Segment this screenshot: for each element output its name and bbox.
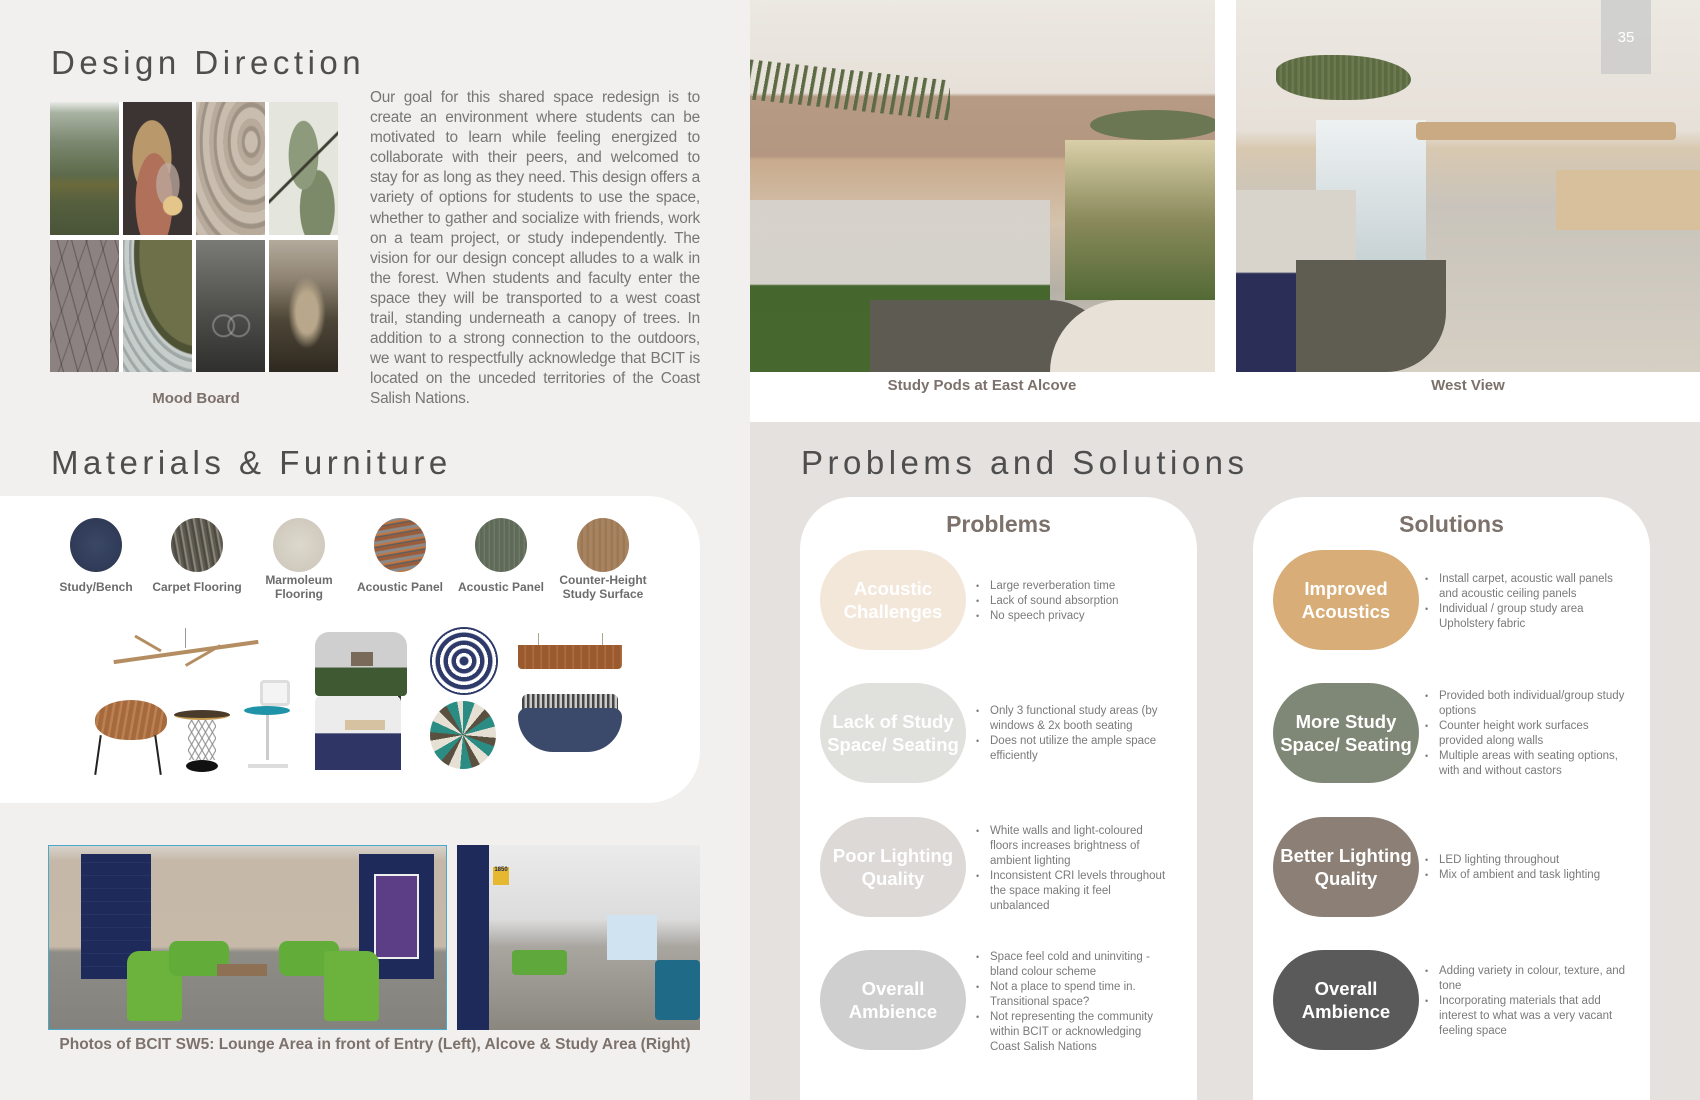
swatch-circle [475,518,527,572]
swatch-acoustic-panel-woven [350,518,450,594]
bullet: • LED lighting throughout [1425,853,1630,868]
mood-tile-driftwood [196,102,265,235]
page-number: 35 [1601,0,1651,74]
mood-tile-skeleton-leaves [269,102,338,235]
bullet: • Multiple areas with seating options, with and without castors [1425,749,1630,779]
furniture-navy-study-pod [315,696,401,778]
mood-tile-stone-moss [123,240,192,373]
mood-tile-root-network [50,240,119,373]
swatch-carpet-flooring [147,518,247,594]
mood-board-caption: Mood Board [152,390,240,407]
furniture-branch-pendant [113,628,259,668]
bullet: • Provided both individual/group study options [1425,689,1630,719]
problem-pill-acoustic: Acoustic Challenges [820,550,966,650]
furniture-copper-lounge-chair [85,700,170,778]
bullet: • Counter height work surfaces provided along walls [1425,719,1630,749]
swatch-circle [171,518,223,572]
swatch-label: Study/Bench [59,580,133,594]
swatch-circle [374,518,426,572]
problem-bullets-acoustic [976,579,1168,624]
bullet: • No speech privacy [976,609,1168,624]
swatch-label: Acoustic Panel [356,580,444,594]
problems-title: Problems [946,511,1051,537]
bullet: • Install carpet, acoustic wall panels and acoustic ceiling panels [1425,572,1630,602]
materials-furniture-title: Materials & Furniture [51,444,452,481]
room-sign: 1850 [493,867,509,885]
bullet: • Space feel cold and uninviting - bland colour scheme [976,950,1168,980]
swatch-label: Carpet Flooring [152,580,242,594]
solution-pill-study-space: More Study Space/ Seating [1273,683,1419,783]
bullet: • Does not utilize the ample space efficiently [976,734,1168,764]
solutions-card [1253,497,1650,1100]
bullet: • Not a place to spend time in. Transitional space? [976,980,1168,1010]
swatch-circle [70,518,122,572]
solution-bullets-acoustics [1425,572,1630,632]
bullet: • Incorporating materials that add interest to what was a very vacant feeling space [1425,994,1630,1039]
solution-bullets-study-space [1425,689,1630,779]
solution-pill-acoustics: Improved Acoustics [1273,550,1419,650]
solution-bullets-ambience [1425,964,1630,1039]
swatch-circle [273,518,325,572]
furniture-wood-slat-pendant [518,633,622,679]
design-direction-paragraph: Our goal for this shared space redesign is to create an environment where students can be motivated to learn while feeling energized to collaborate with their peers, and welcomed to stay for as long as they need. This design offers a variety of options for students to use the space, whether to gather and socialize with friends, work on a team project, or study independently. The vision for our design concept alludes to a walk in the forest. When students and faculty enter the space they will be transported to a west coast trail, standing underneath a canopy of trees. In addition to a strong connection to the outdoors, we want to respectfully acknowledge that BCIT is located on the unceded territories of the Coast Salish Nations. [370,89,700,408]
problems-solutions-title: Problems and Solutions [801,444,1249,481]
furniture-coast-salish-rug-teal [430,701,496,769]
bullet: • Large reverberation time [976,579,1168,594]
swatch-counter-height-surface [553,518,653,601]
problem-pill-study-space: Lack of Study Space/ Seating [820,683,966,783]
problem-pill-lighting: Poor Lighting Quality [820,817,966,917]
photo-alcove-study-area [457,845,700,1030]
bullet: • Inconsistent CRI levels throughout the space making it feel unbalanced [976,869,1168,914]
bullet: • Mix of ambient and task lighting [1425,868,1630,883]
swatch-label: Acoustic Panel [457,580,545,594]
problems-card [800,497,1197,1100]
furniture-wire-side-table [174,710,230,772]
render-caption-east-alcove: Study Pods at East Alcove [887,377,1077,394]
swatch-study-bench [46,518,146,594]
solution-pill-lighting: Better Lighting Quality [1273,817,1419,917]
swatch-marmoleum-flooring [249,518,349,601]
problem-pill-ambience: Overall Ambience [820,950,966,1050]
swatch-acoustic-panel-green [451,518,551,594]
mood-tile-storm-clouds [269,240,338,373]
swatch-label: Counter-Height Study Surface [559,573,647,601]
bullet: • White walls and light-coloured floors increases brightness of ambient lighting [976,824,1168,869]
mood-tile-water-droplets [196,240,265,373]
bullet: • Lack of sound absorption [976,594,1168,609]
solution-pill-ambience: Overall Ambience [1273,950,1419,1050]
bullet: • Not representing the community within BCIT or acknowledging Coast Salish Nations [976,1010,1168,1055]
problem-bullets-study-space [976,704,1168,764]
furniture-navy-curved-bench [518,694,622,754]
render-caption-west-view: West View [1431,377,1505,394]
existing-photos-caption: Photos of BCIT SW5: Lounge Area in front of Entry (Left), Alcove & Study Area (Right) [59,1036,691,1053]
mood-tile-copper-circles [123,102,192,235]
mood-tile-grass-hills [50,102,119,235]
photo-lounge-area [48,845,447,1030]
mood-board [50,102,338,372]
swatch-circle [577,518,629,572]
swatch-label: Marmoleum Flooring [265,573,333,601]
problem-bullets-ambience [976,950,1168,1055]
solution-bullets-lighting [1425,853,1630,883]
bullet: • Only 3 functional study areas (by windows & 2x booth seating [976,704,1168,734]
render-study-pods-east-alcove [750,0,1215,372]
solutions-title: Solutions [1399,511,1504,537]
furniture-coast-salish-rug-blue [430,627,498,695]
problem-bullets-lighting [976,824,1168,914]
bullet: • Individual / group study area Upholstery fabric [1425,602,1630,632]
bullet: • Adding variety in colour, texture, and tone [1425,964,1630,994]
design-direction-title: Design Direction [51,44,366,81]
furniture-teal-drafting-stool [242,680,294,775]
